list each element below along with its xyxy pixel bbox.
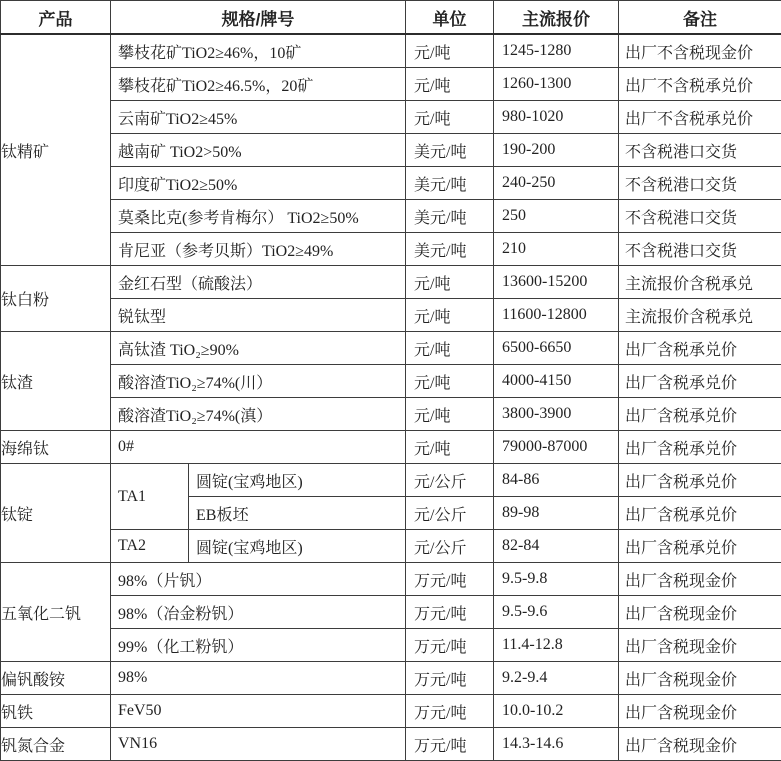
header-note: 备注 — [619, 1, 781, 35]
cell-price: 13600-15200 — [494, 266, 619, 299]
table-row — [1, 34, 781, 68]
cell-price: 190-200 — [494, 134, 619, 167]
cell-note: 出厂含税现金价 — [619, 629, 781, 662]
table-row — [1, 299, 781, 332]
cell-unit: 元/公斤 — [406, 497, 494, 530]
cell-note: 不含税港口交货 — [619, 134, 781, 167]
cell-product: 五氧化二钒 — [1, 563, 111, 662]
cell-price: 240-250 — [494, 167, 619, 200]
table-row — [1, 464, 781, 497]
cell-unit: 美元/吨 — [406, 167, 494, 200]
table-body — [1, 34, 781, 761]
cell-unit: 元/吨 — [406, 266, 494, 299]
cell-unit: 元/吨 — [406, 34, 494, 68]
cell-spec: 攀枝花矿TiO2≥46.5%，20矿 — [111, 68, 406, 101]
table-row — [1, 398, 781, 431]
cell-spec: 圆锭(宝鸡地区) — [189, 464, 406, 497]
cell-note: 不含税港口交货 — [619, 200, 781, 233]
cell-price: 4000-4150 — [494, 365, 619, 398]
cell-unit: 元/吨 — [406, 68, 494, 101]
cell-unit: 元/吨 — [406, 101, 494, 134]
cell-unit: 美元/吨 — [406, 134, 494, 167]
cell-note: 出厂含税承兑价 — [619, 398, 781, 431]
cell-price: 11600-12800 — [494, 299, 619, 332]
cell-unit: 万元/吨 — [406, 662, 494, 695]
cell-unit: 万元/吨 — [406, 596, 494, 629]
table-row — [1, 728, 781, 761]
cell-note: 出厂不含税现金价 — [619, 34, 781, 68]
table-row — [1, 530, 781, 563]
cell-note: 出厂含税现金价 — [619, 695, 781, 728]
cell-price: 11.4-12.8 — [494, 629, 619, 662]
cell-note: 出厂含税承兑价 — [619, 431, 781, 464]
cell-unit: 元/吨 — [406, 431, 494, 464]
cell-price: 6500-6650 — [494, 332, 619, 365]
header-unit: 单位 — [406, 1, 494, 35]
cell-spec: 肯尼亚（参考贝斯）TiO2≥49% — [111, 233, 406, 266]
cell-unit: 万元/吨 — [406, 563, 494, 596]
cell-note: 不含税港口交货 — [619, 167, 781, 200]
table-row — [1, 200, 781, 233]
cell-spec: 云南矿TiO2≥45% — [111, 101, 406, 134]
table-row — [1, 68, 781, 101]
cell-spec: 0# — [111, 431, 406, 464]
table-row — [1, 563, 781, 596]
cell-price: 3800-3900 — [494, 398, 619, 431]
cell-spec: 圆锭(宝鸡地区) — [189, 530, 406, 563]
cell-spec: 攀枝花矿TiO2≥46%，10矿 — [111, 34, 406, 68]
cell-spec: 酸溶渣TiO₂≥74%(滇） — [111, 398, 406, 431]
cell-note: 出厂含税承兑价 — [619, 464, 781, 497]
table-row — [1, 629, 781, 662]
cell-note: 出厂含税现金价 — [619, 662, 781, 695]
cell-note: 主流报价含税承兑 — [619, 266, 781, 299]
cell-spec: EB板坯 — [189, 497, 406, 530]
table-row — [1, 233, 781, 266]
table-header — [1, 1, 781, 35]
cell-spec: 高钛渣 TiO₂≥90% — [111, 332, 406, 365]
header-row — [1, 1, 781, 35]
cell-note: 出厂不含税承兑价 — [619, 68, 781, 101]
cell-price: 9.2-9.4 — [494, 662, 619, 695]
header-price: 主流报价 — [494, 1, 619, 35]
table-row — [1, 365, 781, 398]
cell-price: 79000-87000 — [494, 431, 619, 464]
cell-grade: TA2 — [111, 530, 189, 563]
cell-spec: 莫桑比克(参考肯梅尔） TiO2≥50% — [111, 200, 406, 233]
cell-spec: 98% — [111, 662, 406, 695]
cell-spec: 酸溶渣TiO₂≥74%(川） — [111, 365, 406, 398]
table-row — [1, 101, 781, 134]
cell-note: 出厂含税承兑价 — [619, 530, 781, 563]
cell-note: 出厂含税承兑价 — [619, 365, 781, 398]
cell-spec: 印度矿TiO2≥50% — [111, 167, 406, 200]
cell-unit: 美元/吨 — [406, 233, 494, 266]
cell-spec: 锐钛型 — [111, 299, 406, 332]
cell-price: 1260-1300 — [494, 68, 619, 101]
cell-price: 10.0-10.2 — [494, 695, 619, 728]
cell-unit: 元/吨 — [406, 365, 494, 398]
cell-grade: TA1 — [111, 464, 189, 530]
cell-note: 出厂不含税承兑价 — [619, 101, 781, 134]
cell-price: 210 — [494, 233, 619, 266]
cell-note: 不含税港口交货 — [619, 233, 781, 266]
table-row — [1, 662, 781, 695]
table-row — [1, 266, 781, 299]
cell-price: 980-1020 — [494, 101, 619, 134]
cell-unit: 元/吨 — [406, 398, 494, 431]
cell-unit: 元/公斤 — [406, 530, 494, 563]
cell-spec: 98%（冶金粉钒） — [111, 596, 406, 629]
cell-price: 89-98 — [494, 497, 619, 530]
table-row — [1, 695, 781, 728]
cell-note: 出厂含税现金价 — [619, 596, 781, 629]
table-row — [1, 596, 781, 629]
cell-product: 海绵钛 — [1, 431, 111, 464]
cell-unit: 美元/吨 — [406, 200, 494, 233]
cell-product: 钛锭 — [1, 464, 111, 563]
table-row — [1, 431, 781, 464]
cell-unit: 万元/吨 — [406, 695, 494, 728]
cell-price: 1245-1280 — [494, 34, 619, 68]
cell-spec: 99%（化工粉钒） — [111, 629, 406, 662]
table-row — [1, 167, 781, 200]
cell-unit: 元/吨 — [406, 332, 494, 365]
header-spec: 规格/牌号 — [111, 1, 406, 35]
cell-product: 偏钒酸铵 — [1, 662, 111, 695]
cell-note: 出厂含税承兑价 — [619, 497, 781, 530]
cell-note: 出厂含税现金价 — [619, 563, 781, 596]
cell-product: 钛渣 — [1, 332, 111, 431]
cell-spec: 98%（片钒） — [111, 563, 406, 596]
cell-unit: 元/公斤 — [406, 464, 494, 497]
cell-product: 钛精矿 — [1, 34, 111, 266]
cell-note: 出厂含税承兑价 — [619, 332, 781, 365]
cell-price: 9.5-9.6 — [494, 596, 619, 629]
table-row — [1, 134, 781, 167]
cell-spec: 越南矿 TiO2>50% — [111, 134, 406, 167]
cell-price: 84-86 — [494, 464, 619, 497]
cell-product: 钒氮合金 — [1, 728, 111, 761]
cell-note: 出厂含税现金价 — [619, 728, 781, 761]
table-row — [1, 332, 781, 365]
cell-price: 82-84 — [494, 530, 619, 563]
cell-price: 250 — [494, 200, 619, 233]
cell-unit: 万元/吨 — [406, 629, 494, 662]
cell-unit: 元/吨 — [406, 299, 494, 332]
cell-spec: FeV50 — [111, 695, 406, 728]
cell-note: 主流报价含税承兑 — [619, 299, 781, 332]
cell-product: 钛白粉 — [1, 266, 111, 332]
cell-spec: 金红石型（硫酸法） — [111, 266, 406, 299]
cell-unit: 万元/吨 — [406, 728, 494, 761]
cell-spec: VN16 — [111, 728, 406, 761]
cell-product: 钒铁 — [1, 695, 111, 728]
cell-price: 9.5-9.8 — [494, 563, 619, 596]
header-product: 产品 — [1, 1, 111, 35]
cell-price: 14.3-14.6 — [494, 728, 619, 761]
